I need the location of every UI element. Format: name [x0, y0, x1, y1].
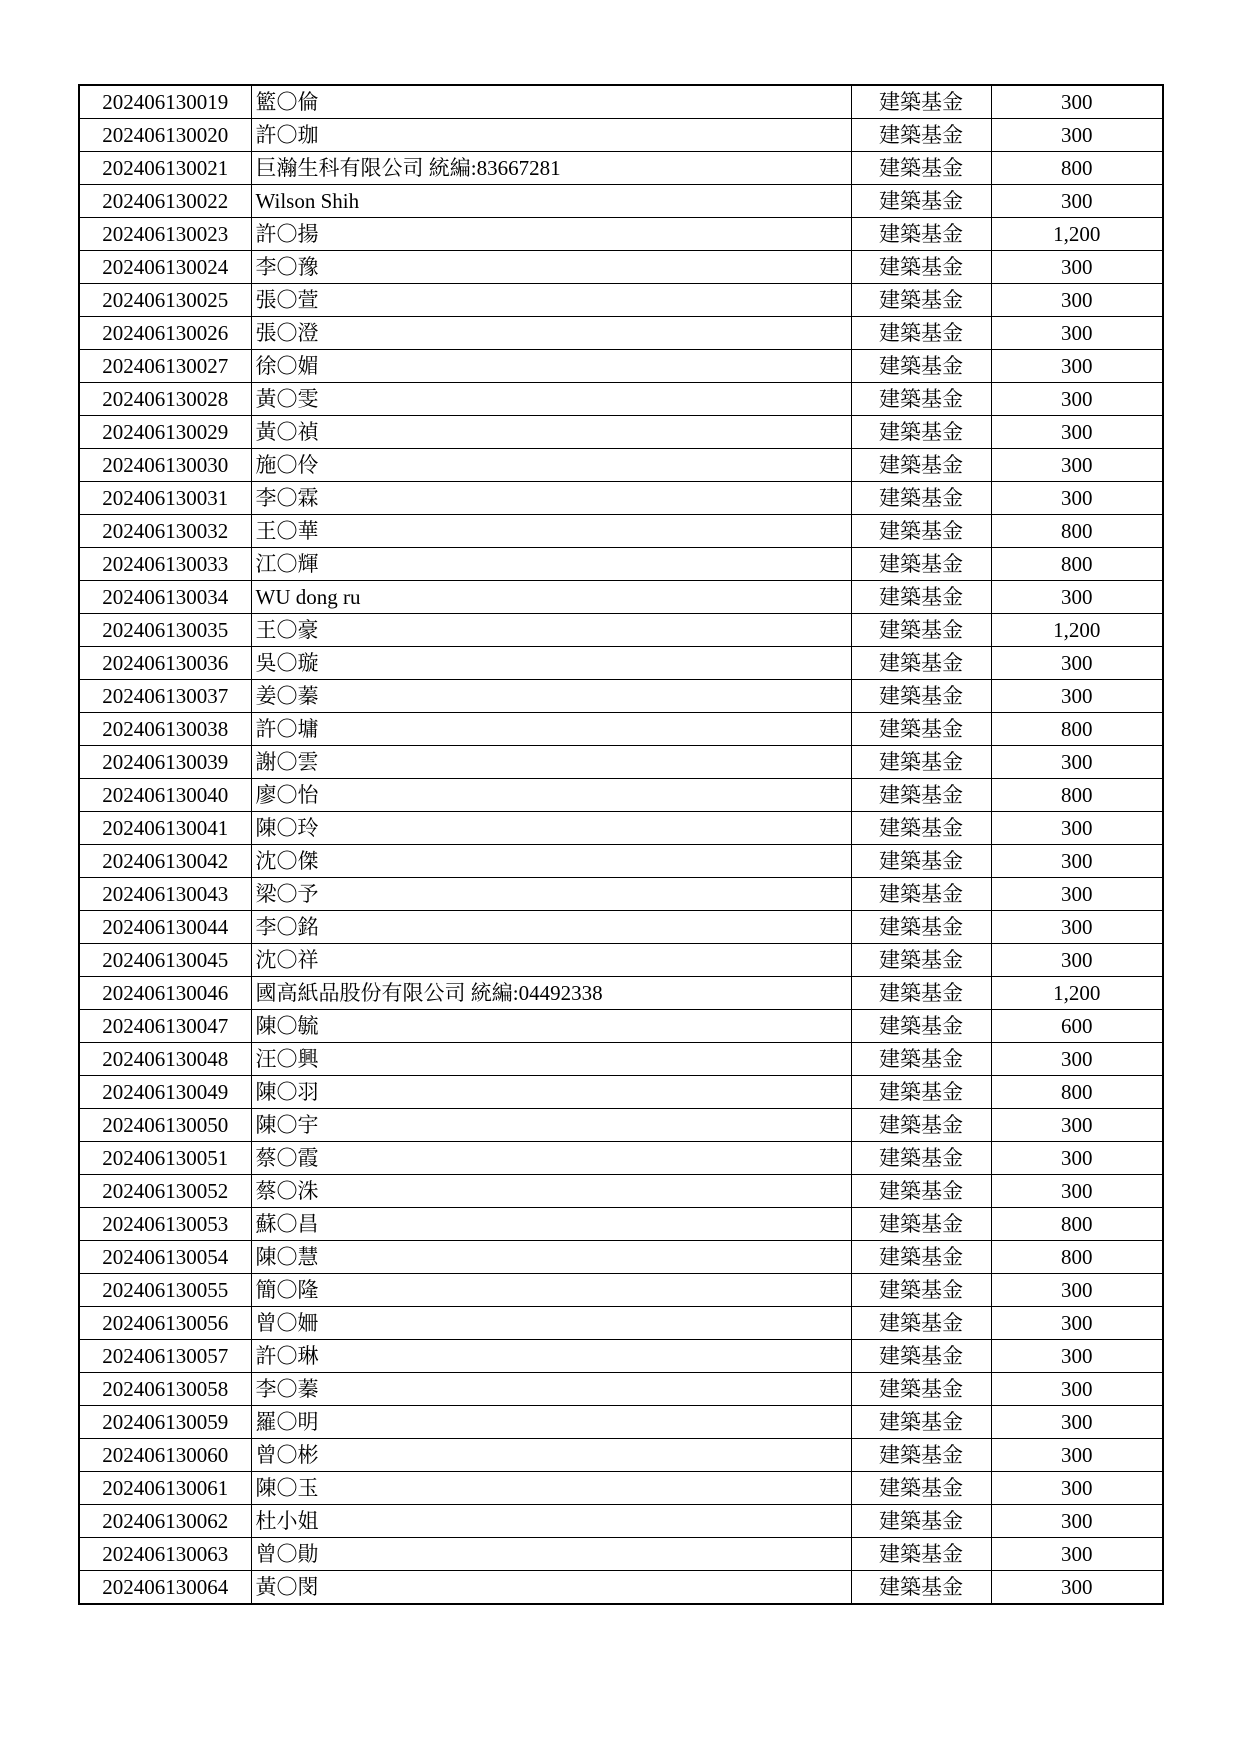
fund-type-cell: 建築基金 — [851, 977, 991, 1010]
fund-type-cell: 建築基金 — [851, 911, 991, 944]
fund-type-cell: 建築基金 — [851, 317, 991, 350]
fund-type-cell: 建築基金 — [851, 1076, 991, 1109]
amount-cell: 300 — [991, 944, 1163, 977]
table-row — [79, 1571, 1163, 1605]
fund-type-cell: 建築基金 — [851, 185, 991, 218]
table-row — [79, 1241, 1163, 1274]
amount-cell: 800 — [991, 515, 1163, 548]
receipt-number-cell: 202406130045 — [79, 944, 251, 977]
table-row — [79, 581, 1163, 614]
amount-cell: 800 — [991, 1241, 1163, 1274]
fund-type-cell: 建築基金 — [851, 1505, 991, 1538]
amount-cell: 300 — [991, 119, 1163, 152]
receipt-number-cell: 202406130022 — [79, 185, 251, 218]
receipt-number-cell: 202406130023 — [79, 218, 251, 251]
donor-name-cell: 李〇銘 — [251, 911, 851, 944]
receipt-number-cell: 202406130024 — [79, 251, 251, 284]
receipt-number-cell: 202406130030 — [79, 449, 251, 482]
donor-name-cell: 李〇豫 — [251, 251, 851, 284]
table-row — [79, 1340, 1163, 1373]
receipt-number-cell: 202406130060 — [79, 1439, 251, 1472]
fund-type-cell: 建築基金 — [851, 1373, 991, 1406]
amount-cell: 300 — [991, 416, 1163, 449]
donor-name-cell: 曾〇勛 — [251, 1538, 851, 1571]
amount-cell: 300 — [991, 1439, 1163, 1472]
receipt-number-cell: 202406130032 — [79, 515, 251, 548]
donor-name-cell: 廖〇怡 — [251, 779, 851, 812]
receipt-number-cell: 202406130047 — [79, 1010, 251, 1043]
amount-cell: 800 — [991, 1076, 1163, 1109]
donor-name-cell: 陳〇毓 — [251, 1010, 851, 1043]
donor-name-cell: 施〇伶 — [251, 449, 851, 482]
donor-name-cell: 陳〇慧 — [251, 1241, 851, 1274]
amount-cell: 300 — [991, 812, 1163, 845]
fund-type-cell: 建築基金 — [851, 284, 991, 317]
table-row — [79, 911, 1163, 944]
amount-cell: 300 — [991, 1571, 1163, 1605]
amount-cell: 800 — [991, 152, 1163, 185]
table-row — [79, 713, 1163, 746]
amount-cell: 1,200 — [991, 977, 1163, 1010]
amount-cell: 300 — [991, 85, 1163, 119]
receipt-number-cell: 202406130061 — [79, 1472, 251, 1505]
table-row — [79, 944, 1163, 977]
amount-cell: 300 — [991, 1175, 1163, 1208]
amount-cell: 300 — [991, 1538, 1163, 1571]
amount-cell: 300 — [991, 317, 1163, 350]
table-row — [79, 1274, 1163, 1307]
fund-type-cell: 建築基金 — [851, 85, 991, 119]
donor-name-cell: 汪〇興 — [251, 1043, 851, 1076]
table-row — [79, 548, 1163, 581]
donor-name-cell: 吳〇璇 — [251, 647, 851, 680]
donor-name-cell: 陳〇羽 — [251, 1076, 851, 1109]
donor-name-cell: 沈〇傑 — [251, 845, 851, 878]
receipt-number-cell: 202406130057 — [79, 1340, 251, 1373]
amount-cell: 1,200 — [991, 218, 1163, 251]
fund-type-cell: 建築基金 — [851, 1340, 991, 1373]
fund-type-cell: 建築基金 — [851, 1571, 991, 1605]
fund-type-cell: 建築基金 — [851, 218, 991, 251]
fund-type-cell: 建築基金 — [851, 1208, 991, 1241]
donor-name-cell: 許〇揚 — [251, 218, 851, 251]
table-row — [79, 1175, 1163, 1208]
donor-name-cell: 許〇琳 — [251, 1340, 851, 1373]
amount-cell: 300 — [991, 1373, 1163, 1406]
fund-type-cell: 建築基金 — [851, 449, 991, 482]
receipt-number-cell: 202406130055 — [79, 1274, 251, 1307]
receipt-number-cell: 202406130041 — [79, 812, 251, 845]
donor-name-cell: 李〇蓁 — [251, 1373, 851, 1406]
table-row — [79, 482, 1163, 515]
fund-type-cell: 建築基金 — [851, 1274, 991, 1307]
receipt-number-cell: 202406130046 — [79, 977, 251, 1010]
donor-name-cell: Wilson Shih — [251, 185, 851, 218]
donor-name-cell: 蔡〇洙 — [251, 1175, 851, 1208]
fund-type-cell: 建築基金 — [851, 515, 991, 548]
fund-type-cell: 建築基金 — [851, 1538, 991, 1571]
table-row — [79, 1439, 1163, 1472]
fund-type-cell: 建築基金 — [851, 1142, 991, 1175]
amount-cell: 1,200 — [991, 614, 1163, 647]
table-row — [79, 1043, 1163, 1076]
table-row — [79, 1142, 1163, 1175]
fund-type-cell: 建築基金 — [851, 746, 991, 779]
donor-name-cell: 黃〇禎 — [251, 416, 851, 449]
donor-name-cell: 梁〇予 — [251, 878, 851, 911]
amount-cell: 300 — [991, 1274, 1163, 1307]
amount-cell: 300 — [991, 746, 1163, 779]
donor-name-cell: 江〇輝 — [251, 548, 851, 581]
receipt-number-cell: 202406130031 — [79, 482, 251, 515]
receipt-number-cell: 202406130028 — [79, 383, 251, 416]
donor-name-cell: WU dong ru — [251, 581, 851, 614]
donor-name-cell: 簡〇隆 — [251, 1274, 851, 1307]
table-row — [79, 317, 1163, 350]
donor-name-cell: 張〇萱 — [251, 284, 851, 317]
amount-cell: 300 — [991, 284, 1163, 317]
receipt-number-cell: 202406130048 — [79, 1043, 251, 1076]
fund-type-cell: 建築基金 — [851, 1109, 991, 1142]
table-row — [79, 1538, 1163, 1571]
table-row — [79, 680, 1163, 713]
receipt-number-cell: 202406130021 — [79, 152, 251, 185]
amount-cell: 800 — [991, 713, 1163, 746]
table-row — [79, 383, 1163, 416]
amount-cell: 300 — [991, 1406, 1163, 1439]
table-row — [79, 614, 1163, 647]
receipt-number-cell: 202406130025 — [79, 284, 251, 317]
table-row — [79, 1505, 1163, 1538]
table-row — [79, 152, 1163, 185]
table-row — [79, 416, 1163, 449]
donor-name-cell: 李〇霖 — [251, 482, 851, 515]
table-row — [79, 185, 1163, 218]
donor-name-cell: 姜〇蓁 — [251, 680, 851, 713]
receipt-number-cell: 202406130050 — [79, 1109, 251, 1142]
table-row — [79, 1373, 1163, 1406]
donor-name-cell: 國高紙品股份有限公司 統編:04492338 — [251, 977, 851, 1010]
fund-type-cell: 建築基金 — [851, 1472, 991, 1505]
receipt-number-cell: 202406130040 — [79, 779, 251, 812]
donation-table — [78, 84, 1164, 1605]
donor-name-cell: 杜小姐 — [251, 1505, 851, 1538]
fund-type-cell: 建築基金 — [851, 1043, 991, 1076]
table-row — [79, 119, 1163, 152]
receipt-number-cell: 202406130063 — [79, 1538, 251, 1571]
fund-type-cell: 建築基金 — [851, 1307, 991, 1340]
fund-type-cell: 建築基金 — [851, 482, 991, 515]
amount-cell: 300 — [991, 482, 1163, 515]
fund-type-cell: 建築基金 — [851, 152, 991, 185]
amount-cell: 300 — [991, 1340, 1163, 1373]
amount-cell: 300 — [991, 911, 1163, 944]
table-row — [79, 647, 1163, 680]
fund-type-cell: 建築基金 — [851, 581, 991, 614]
receipt-number-cell: 202406130020 — [79, 119, 251, 152]
receipt-number-cell: 202406130051 — [79, 1142, 251, 1175]
receipt-number-cell: 202406130052 — [79, 1175, 251, 1208]
receipt-number-cell: 202406130053 — [79, 1208, 251, 1241]
fund-type-cell: 建築基金 — [851, 878, 991, 911]
table-row — [79, 515, 1163, 548]
table-row — [79, 1307, 1163, 1340]
donor-name-cell: 王〇豪 — [251, 614, 851, 647]
amount-cell: 300 — [991, 845, 1163, 878]
amount-cell: 300 — [991, 1505, 1163, 1538]
amount-cell: 300 — [991, 1307, 1163, 1340]
receipt-number-cell: 202406130058 — [79, 1373, 251, 1406]
table-row — [79, 350, 1163, 383]
table-body — [79, 85, 1163, 1604]
fund-type-cell: 建築基金 — [851, 416, 991, 449]
receipt-number-cell: 202406130054 — [79, 1241, 251, 1274]
amount-cell: 300 — [991, 1142, 1163, 1175]
amount-cell: 600 — [991, 1010, 1163, 1043]
receipt-number-cell: 202406130042 — [79, 845, 251, 878]
amount-cell: 300 — [991, 878, 1163, 911]
donor-name-cell: 蔡〇霞 — [251, 1142, 851, 1175]
donor-name-cell: 籃〇倫 — [251, 85, 851, 119]
fund-type-cell: 建築基金 — [851, 713, 991, 746]
table-row — [79, 1406, 1163, 1439]
table-row — [79, 1010, 1163, 1043]
receipt-number-cell: 202406130044 — [79, 911, 251, 944]
receipt-number-cell: 202406130043 — [79, 878, 251, 911]
receipt-number-cell: 202406130027 — [79, 350, 251, 383]
donor-name-cell: 巨瀚生科有限公司 統編:83667281 — [251, 152, 851, 185]
amount-cell: 800 — [991, 1208, 1163, 1241]
donor-name-cell: 陳〇宇 — [251, 1109, 851, 1142]
receipt-number-cell: 202406130036 — [79, 647, 251, 680]
amount-cell: 300 — [991, 251, 1163, 284]
amount-cell: 300 — [991, 350, 1163, 383]
receipt-number-cell: 202406130037 — [79, 680, 251, 713]
donor-name-cell: 陳〇玉 — [251, 1472, 851, 1505]
receipt-number-cell: 202406130033 — [79, 548, 251, 581]
fund-type-cell: 建築基金 — [851, 548, 991, 581]
fund-type-cell: 建築基金 — [851, 1439, 991, 1472]
receipt-number-cell: 202406130056 — [79, 1307, 251, 1340]
fund-type-cell: 建築基金 — [851, 944, 991, 977]
fund-type-cell: 建築基金 — [851, 119, 991, 152]
donor-name-cell: 曾〇姍 — [251, 1307, 851, 1340]
donor-name-cell: 羅〇明 — [251, 1406, 851, 1439]
table-row — [79, 878, 1163, 911]
fund-type-cell: 建築基金 — [851, 647, 991, 680]
table-row — [79, 746, 1163, 779]
donor-name-cell: 謝〇雲 — [251, 746, 851, 779]
fund-type-cell: 建築基金 — [851, 779, 991, 812]
fund-type-cell: 建築基金 — [851, 845, 991, 878]
amount-cell: 800 — [991, 779, 1163, 812]
table-row — [79, 977, 1163, 1010]
receipt-number-cell: 202406130029 — [79, 416, 251, 449]
table-row — [79, 449, 1163, 482]
receipt-number-cell: 202406130034 — [79, 581, 251, 614]
fund-type-cell: 建築基金 — [851, 1175, 991, 1208]
fund-type-cell: 建築基金 — [851, 350, 991, 383]
donor-name-cell: 許〇墉 — [251, 713, 851, 746]
fund-type-cell: 建築基金 — [851, 680, 991, 713]
donor-name-cell: 陳〇玲 — [251, 812, 851, 845]
table-row — [79, 1472, 1163, 1505]
receipt-number-cell: 202406130039 — [79, 746, 251, 779]
donor-name-cell: 黃〇雯 — [251, 383, 851, 416]
fund-type-cell: 建築基金 — [851, 812, 991, 845]
table-row — [79, 1208, 1163, 1241]
receipt-number-cell: 202406130019 — [79, 85, 251, 119]
amount-cell: 300 — [991, 647, 1163, 680]
receipt-number-cell: 202406130035 — [79, 614, 251, 647]
receipt-number-cell: 202406130038 — [79, 713, 251, 746]
receipt-number-cell: 202406130064 — [79, 1571, 251, 1605]
table-row — [79, 1076, 1163, 1109]
fund-type-cell: 建築基金 — [851, 383, 991, 416]
amount-cell: 300 — [991, 680, 1163, 713]
table-row — [79, 779, 1163, 812]
table-row — [79, 1109, 1163, 1142]
table-row — [79, 284, 1163, 317]
amount-cell: 300 — [991, 1043, 1163, 1076]
fund-type-cell: 建築基金 — [851, 1010, 991, 1043]
donor-name-cell: 黃〇閔 — [251, 1571, 851, 1605]
receipt-number-cell: 202406130026 — [79, 317, 251, 350]
amount-cell: 300 — [991, 1109, 1163, 1142]
table-row — [79, 251, 1163, 284]
amount-cell: 300 — [991, 581, 1163, 614]
donor-name-cell: 沈〇祥 — [251, 944, 851, 977]
amount-cell: 300 — [991, 1472, 1163, 1505]
amount-cell: 300 — [991, 383, 1163, 416]
receipt-number-cell: 202406130049 — [79, 1076, 251, 1109]
amount-cell: 800 — [991, 548, 1163, 581]
fund-type-cell: 建築基金 — [851, 614, 991, 647]
donor-name-cell: 徐〇媚 — [251, 350, 851, 383]
table-row — [79, 85, 1163, 119]
receipt-number-cell: 202406130062 — [79, 1505, 251, 1538]
amount-cell: 300 — [991, 185, 1163, 218]
fund-type-cell: 建築基金 — [851, 1406, 991, 1439]
donor-name-cell: 許〇珈 — [251, 119, 851, 152]
donor-name-cell: 張〇澄 — [251, 317, 851, 350]
receipt-number-cell: 202406130059 — [79, 1406, 251, 1439]
donor-name-cell: 王〇華 — [251, 515, 851, 548]
fund-type-cell: 建築基金 — [851, 251, 991, 284]
table-row — [79, 812, 1163, 845]
fund-type-cell: 建築基金 — [851, 1241, 991, 1274]
table-row — [79, 218, 1163, 251]
donor-name-cell: 蘇〇昌 — [251, 1208, 851, 1241]
table-row — [79, 845, 1163, 878]
amount-cell: 300 — [991, 449, 1163, 482]
donor-name-cell: 曾〇彬 — [251, 1439, 851, 1472]
